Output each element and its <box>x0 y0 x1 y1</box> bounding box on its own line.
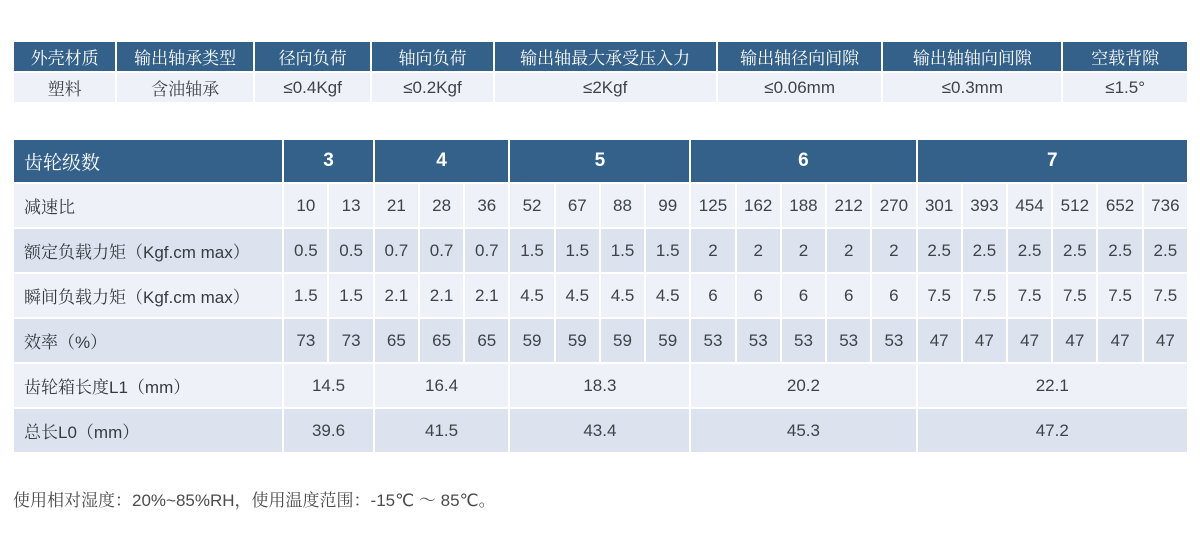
spec-value-cell: ≤0.4Kgf <box>254 72 372 103</box>
gear-stage-group-header: 7 <box>917 139 1188 183</box>
gear-data-row <box>13 318 1188 363</box>
gear-value-cell: 2.5 <box>1097 228 1142 273</box>
gear-value-cell: 2.5 <box>1007 228 1052 273</box>
gear-value-cell: 2 <box>826 228 871 273</box>
spec-header-row <box>13 41 1188 72</box>
spec-value-cell: ≤0.2Kgf <box>371 72 493 103</box>
gear-value-cell: 4.5 <box>645 273 690 318</box>
spec-value-cell: ≤0.3mm <box>882 72 1062 103</box>
gear-value-cell: 6 <box>871 273 916 318</box>
gear-data-row <box>13 273 1188 318</box>
gear-value-cell: 7.5 <box>1007 273 1052 318</box>
spec-header-cell: 轴向负荷 <box>371 41 493 72</box>
gear-row-label: 齿轮箱长度L1（mm） <box>13 363 283 408</box>
gear-row-label: 效率（%） <box>13 318 283 363</box>
gear-value-cell: 1.5 <box>600 228 645 273</box>
gear-value-cell: 73 <box>283 318 328 363</box>
gear-value-cell: 7.5 <box>1097 273 1142 318</box>
gear-row-label: 瞬间负载力矩（Kgf.cm max） <box>13 273 283 318</box>
gear-stage-group-header: 6 <box>690 139 916 183</box>
gear-value-cell: 36 <box>464 183 509 228</box>
gear-value-cell: 53 <box>690 318 735 363</box>
gear-value-cell: 65 <box>419 318 464 363</box>
gear-value-cell: 53 <box>781 318 826 363</box>
gear-value-cell: 125 <box>690 183 735 228</box>
gear-data-row <box>13 228 1188 273</box>
gear-value-cell: 22.1 <box>917 363 1188 408</box>
gear-value-cell: 18.3 <box>509 363 690 408</box>
gear-value-cell: 212 <box>826 183 871 228</box>
gear-header-row <box>13 139 1188 183</box>
spec-header-cell: 输出轴径向间隙 <box>717 41 883 72</box>
gear-value-cell: 53 <box>736 318 781 363</box>
gear-value-cell: 2.1 <box>374 273 419 318</box>
gear-stages-corner-label: 齿轮级数 <box>13 139 283 183</box>
gear-value-cell: 99 <box>645 183 690 228</box>
gear-value-cell: 7.5 <box>917 273 962 318</box>
gear-value-cell: 0.7 <box>419 228 464 273</box>
spec-value-cell: ≤1.5° <box>1062 72 1188 103</box>
gear-value-cell: 59 <box>555 318 600 363</box>
spec-value-cell: 含油轴承 <box>116 72 253 103</box>
gear-value-cell: 7.5 <box>1143 273 1188 318</box>
gear-row-label: 总长L0（mm） <box>13 408 283 453</box>
gear-value-cell: 59 <box>645 318 690 363</box>
gear-value-cell: 2 <box>736 228 781 273</box>
gear-value-cell: 53 <box>826 318 871 363</box>
gear-value-cell: 0.5 <box>283 228 328 273</box>
gear-value-cell: 20.2 <box>690 363 916 408</box>
gear-value-cell: 4.5 <box>600 273 645 318</box>
spec-value-row <box>13 72 1188 103</box>
gear-row-label: 减速比 <box>13 183 283 228</box>
gear-value-cell: 65 <box>464 318 509 363</box>
gear-data-row <box>13 183 1188 228</box>
gear-stage-group-header: 5 <box>509 139 690 183</box>
gear-value-cell: 6 <box>781 273 826 318</box>
gear-stage-group-header: 3 <box>283 139 373 183</box>
gear-value-cell: 14.5 <box>283 363 373 408</box>
spec-header-cell: 输出轴轴向间隙 <box>882 41 1062 72</box>
gear-value-cell: 1.5 <box>555 228 600 273</box>
gear-value-cell: 2 <box>871 228 916 273</box>
gear-value-cell: 2.1 <box>464 273 509 318</box>
gear-value-cell: 736 <box>1143 183 1188 228</box>
gear-value-cell: 1.5 <box>283 273 328 318</box>
gear-value-cell: 6 <box>736 273 781 318</box>
gear-value-cell: 2.1 <box>419 273 464 318</box>
gear-value-cell: 47.2 <box>917 408 1188 453</box>
gear-value-cell: 652 <box>1097 183 1142 228</box>
gear-value-cell: 162 <box>736 183 781 228</box>
usage-conditions-note: 使用相对湿度：20%~85%RH，使用温度范围：-15℃ ～ 85℃。 <box>13 491 496 510</box>
gear-value-cell: 7.5 <box>962 273 1007 318</box>
gear-value-cell: 41.5 <box>374 408 510 453</box>
spec-header-cell: 外壳材质 <box>13 41 116 72</box>
gear-value-cell: 47 <box>917 318 962 363</box>
gear-value-cell: 67 <box>555 183 600 228</box>
gear-data-row <box>13 363 1188 408</box>
gear-value-cell: 393 <box>962 183 1007 228</box>
gear-value-cell: 10 <box>283 183 328 228</box>
gear-value-cell: 45.3 <box>690 408 916 453</box>
gear-table <box>12 138 1189 454</box>
gear-value-cell: 0.5 <box>328 228 373 273</box>
spec-table <box>12 40 1189 104</box>
gear-value-cell: 53 <box>871 318 916 363</box>
gear-value-cell: 21 <box>374 183 419 228</box>
gear-value-cell: 6 <box>826 273 871 318</box>
gear-value-cell: 88 <box>600 183 645 228</box>
gear-value-cell: 2 <box>781 228 826 273</box>
gear-value-cell: 1.5 <box>645 228 690 273</box>
gear-value-cell: 0.7 <box>374 228 419 273</box>
gear-value-cell: 1.5 <box>328 273 373 318</box>
gear-value-cell: 43.4 <box>509 408 690 453</box>
spec-value-cell: 塑料 <box>13 72 116 103</box>
gear-value-cell: 0.7 <box>464 228 509 273</box>
gear-value-cell: 65 <box>374 318 419 363</box>
gear-value-cell: 4.5 <box>509 273 554 318</box>
gear-value-cell: 59 <box>600 318 645 363</box>
gear-value-cell: 7.5 <box>1052 273 1097 318</box>
gear-value-cell: 454 <box>1007 183 1052 228</box>
gear-row-label: 额定负载力矩（Kgf.cm max） <box>13 228 283 273</box>
gear-value-cell: 47 <box>1052 318 1097 363</box>
gear-value-cell: 16.4 <box>374 363 510 408</box>
gear-value-cell: 4.5 <box>555 273 600 318</box>
spec-value-cell: ≤0.06mm <box>717 72 883 103</box>
gear-value-cell: 28 <box>419 183 464 228</box>
spec-header-cell: 径向负荷 <box>254 41 372 72</box>
spec-value-cell: ≤2Kgf <box>494 72 717 103</box>
gear-value-cell: 2 <box>690 228 735 273</box>
gear-value-cell: 2.5 <box>962 228 1007 273</box>
gear-value-cell: 52 <box>509 183 554 228</box>
gear-value-cell: 512 <box>1052 183 1097 228</box>
gear-value-cell: 47 <box>1097 318 1142 363</box>
gear-value-cell: 39.6 <box>283 408 373 453</box>
gear-value-cell: 73 <box>328 318 373 363</box>
gear-value-cell: 47 <box>1143 318 1188 363</box>
gear-value-cell: 2.5 <box>1143 228 1188 273</box>
gear-value-cell: 301 <box>917 183 962 228</box>
gear-value-cell: 59 <box>509 318 554 363</box>
gear-value-cell: 13 <box>328 183 373 228</box>
gear-value-cell: 2.5 <box>1052 228 1097 273</box>
spec-header-cell: 输出轴承类型 <box>116 41 253 72</box>
gear-value-cell: 47 <box>1007 318 1052 363</box>
spec-header-cell: 空载背隙 <box>1062 41 1188 72</box>
gear-data-row <box>13 408 1188 453</box>
gear-value-cell: 1.5 <box>509 228 554 273</box>
gear-value-cell: 47 <box>962 318 1007 363</box>
gear-value-cell: 6 <box>690 273 735 318</box>
gear-value-cell: 188 <box>781 183 826 228</box>
gear-value-cell: 2.5 <box>917 228 962 273</box>
gear-value-cell: 270 <box>871 183 916 228</box>
spec-header-cell: 输出轴最大承受压入力 <box>494 41 717 72</box>
gear-stage-group-header: 4 <box>374 139 510 183</box>
